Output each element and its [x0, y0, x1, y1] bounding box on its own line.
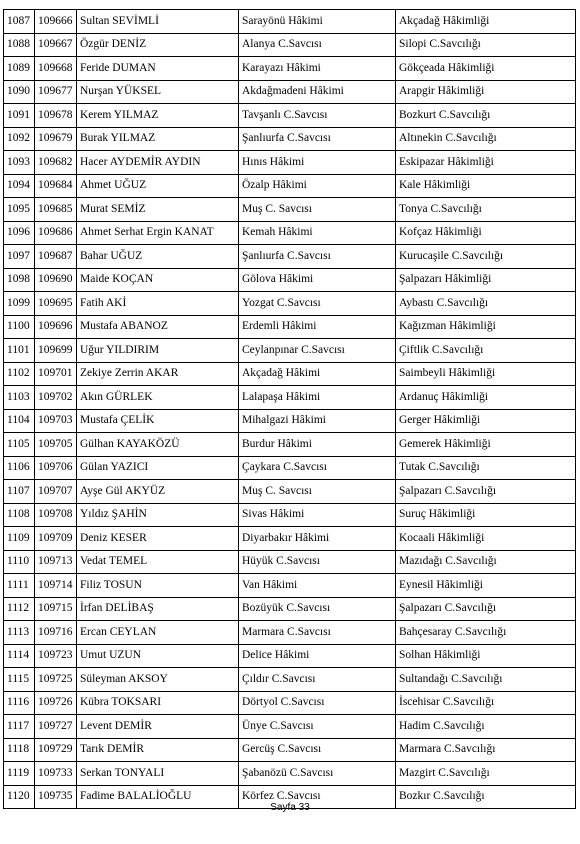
row-number-cell: 1096 — [4, 221, 35, 245]
registry-number-cell: 109727 — [35, 715, 77, 739]
new-post-cell: Marmara C.Savcılığı — [396, 738, 576, 762]
new-post-cell: Bozkır C.Savcılığı — [396, 785, 576, 809]
current-post-cell: Sarayönü Hâkimi — [239, 10, 396, 34]
name-cell: Feride DUMAN — [77, 57, 239, 81]
current-post-cell: Ünye C.Savcısı — [239, 715, 396, 739]
row-number-cell: 1115 — [4, 668, 35, 692]
row-number-cell: 1114 — [4, 644, 35, 668]
name-cell: Ahmet UĞUZ — [77, 174, 239, 198]
row-number-cell: 1097 — [4, 245, 35, 269]
row-number-cell: 1094 — [4, 174, 35, 198]
registry-number-cell: 109706 — [35, 456, 77, 480]
row-number-cell: 1101 — [4, 339, 35, 363]
current-post-cell: Körfez C.Savcısı — [239, 785, 396, 809]
registry-number-cell: 109713 — [35, 550, 77, 574]
new-post-cell: Bozkurt C.Savcılığı — [396, 104, 576, 128]
registry-number-cell: 109723 — [35, 644, 77, 668]
name-cell: Murat SEMİZ — [77, 198, 239, 222]
current-post-cell: Hınıs Hâkimi — [239, 151, 396, 175]
name-cell: Tarık DEMİR — [77, 738, 239, 762]
current-post-cell: Akdağmadeni Hâkimi — [239, 80, 396, 104]
table-row — [4, 80, 576, 104]
row-number-cell: 1119 — [4, 762, 35, 786]
row-number-cell: 1105 — [4, 433, 35, 457]
table-row — [4, 433, 576, 457]
new-post-cell: Şalpazarı Hâkimliği — [396, 268, 576, 292]
table-row — [4, 174, 576, 198]
row-number-cell: 1088 — [4, 33, 35, 57]
name-cell: Gülhan KAYAKÖZÜ — [77, 433, 239, 457]
row-number-cell: 1090 — [4, 80, 35, 104]
new-post-cell: Şalpazarı C.Savcılığı — [396, 480, 576, 504]
current-post-cell: Lalapaşa Hâkimi — [239, 386, 396, 410]
registry-number-cell: 109677 — [35, 80, 77, 104]
name-cell: Kerem YILMAZ — [77, 104, 239, 128]
row-number-cell: 1120 — [4, 785, 35, 809]
current-post-cell: Marmara C.Savcısı — [239, 621, 396, 645]
new-post-cell: Solhan Hâkimliği — [396, 644, 576, 668]
registry-number-cell: 109729 — [35, 738, 77, 762]
new-post-cell: Kağızman Hâkimliği — [396, 315, 576, 339]
new-post-cell: Çiftlik C.Savcılığı — [396, 339, 576, 363]
registry-number-cell: 109678 — [35, 104, 77, 128]
registry-number-cell: 109716 — [35, 621, 77, 645]
new-post-cell: Bahçesaray C.Savcılığı — [396, 621, 576, 645]
registry-number-cell: 109735 — [35, 785, 77, 809]
name-cell: Fatih AKİ — [77, 292, 239, 316]
registry-number-cell: 109687 — [35, 245, 77, 269]
name-cell: Mustafa ÇELİK — [77, 409, 239, 433]
new-post-cell: Şalpazarı C.Savcılığı — [396, 597, 576, 621]
current-post-cell: Alanya C.Savcısı — [239, 33, 396, 57]
table-row — [4, 386, 576, 410]
row-number-cell: 1103 — [4, 386, 35, 410]
row-number-cell: 1111 — [4, 574, 35, 598]
row-number-cell: 1100 — [4, 315, 35, 339]
table-row — [4, 315, 576, 339]
name-cell: İrfan DELİBAŞ — [77, 597, 239, 621]
table-row — [4, 409, 576, 433]
table-row — [4, 33, 576, 57]
row-number-cell: 1102 — [4, 362, 35, 386]
current-post-cell: Ceylanpınar C.Savcısı — [239, 339, 396, 363]
new-post-cell: Hadim C.Savcılığı — [396, 715, 576, 739]
registry-number-cell: 109714 — [35, 574, 77, 598]
registry-number-cell: 109668 — [35, 57, 77, 81]
new-post-cell: Kale Hâkimliği — [396, 174, 576, 198]
current-post-cell: Şabanözü C.Savcısı — [239, 762, 396, 786]
registry-number-cell: 109726 — [35, 691, 77, 715]
table-row — [4, 245, 576, 269]
name-cell: Süleyman AKSOY — [77, 668, 239, 692]
current-post-cell: Hüyük C.Savcısı — [239, 550, 396, 574]
table-row — [4, 10, 576, 34]
name-cell: Kübra TOKSARI — [77, 691, 239, 715]
new-post-cell: Arapgir Hâkimliği — [396, 80, 576, 104]
row-number-cell: 1116 — [4, 691, 35, 715]
new-post-cell: Silopi C.Savcılığı — [396, 33, 576, 57]
name-cell: Nurşan YÜKSEL — [77, 80, 239, 104]
registry-number-cell: 109701 — [35, 362, 77, 386]
row-number-cell: 1089 — [4, 57, 35, 81]
current-post-cell: Diyarbakır Hâkimi — [239, 527, 396, 551]
row-number-cell: 1087 — [4, 10, 35, 34]
current-post-cell: Akçadağ Hâkimi — [239, 362, 396, 386]
registry-number-cell: 109702 — [35, 386, 77, 410]
new-post-cell: Gökçeada Hâkimliği — [396, 57, 576, 81]
table-row — [4, 480, 576, 504]
name-cell: Deniz KESER — [77, 527, 239, 551]
row-number-cell: 1106 — [4, 456, 35, 480]
name-cell: Bahar UĞUZ — [77, 245, 239, 269]
personnel-table — [3, 9, 576, 809]
row-number-cell: 1109 — [4, 527, 35, 551]
current-post-cell: Mihalgazi Hâkimi — [239, 409, 396, 433]
new-post-cell: İscehisar C.Savcılığı — [396, 691, 576, 715]
table-row — [4, 268, 576, 292]
row-number-cell: 1118 — [4, 738, 35, 762]
name-cell: Ayşe Gül AKYÜZ — [77, 480, 239, 504]
table-row — [4, 574, 576, 598]
registry-number-cell: 109725 — [35, 668, 77, 692]
row-number-cell: 1092 — [4, 127, 35, 151]
current-post-cell: Muş C. Savcısı — [239, 198, 396, 222]
table-row — [4, 292, 576, 316]
new-post-cell: Gemerek Hâkimliği — [396, 433, 576, 457]
table-row — [4, 57, 576, 81]
new-post-cell: Mazgirt C.Savcılığı — [396, 762, 576, 786]
table-row — [4, 104, 576, 128]
table-row — [4, 550, 576, 574]
new-post-cell: Suruç Hâkimliği — [396, 503, 576, 527]
name-cell: Gülan YAZICI — [77, 456, 239, 480]
registry-number-cell: 109695 — [35, 292, 77, 316]
table-row — [4, 339, 576, 363]
row-number-cell: 1107 — [4, 480, 35, 504]
registry-number-cell: 109707 — [35, 480, 77, 504]
name-cell: Özgür DENİZ — [77, 33, 239, 57]
table-row — [4, 127, 576, 151]
new-post-cell: Altınekin C.Savcılığı — [396, 127, 576, 151]
new-post-cell: Akçadağ Hâkimliği — [396, 10, 576, 34]
row-number-cell: 1113 — [4, 621, 35, 645]
current-post-cell: Özalp Hâkimi — [239, 174, 396, 198]
name-cell: Filiz TOSUN — [77, 574, 239, 598]
current-post-cell: Çaykara C.Savcısı — [239, 456, 396, 480]
new-post-cell: Eskipazar Hâkimliği — [396, 151, 576, 175]
table-row — [4, 668, 576, 692]
name-cell: Zekiye Zerrin AKAR — [77, 362, 239, 386]
current-post-cell: Gercüş C.Savcısı — [239, 738, 396, 762]
name-cell: Maide KOÇAN — [77, 268, 239, 292]
registry-number-cell: 109686 — [35, 221, 77, 245]
table-row — [4, 621, 576, 645]
name-cell: Levent DEMİR — [77, 715, 239, 739]
new-post-cell: Kofçaz Hâkimliği — [396, 221, 576, 245]
registry-number-cell: 109703 — [35, 409, 77, 433]
registry-number-cell: 109684 — [35, 174, 77, 198]
table-row — [4, 456, 576, 480]
table-row — [4, 762, 576, 786]
registry-number-cell: 109715 — [35, 597, 77, 621]
current-post-cell: Bozüyük C.Savcısı — [239, 597, 396, 621]
name-cell: Sultan SEVİMLİ — [77, 10, 239, 34]
current-post-cell: Erdemli Hâkimi — [239, 315, 396, 339]
registry-number-cell: 109696 — [35, 315, 77, 339]
table-row — [4, 503, 576, 527]
new-post-cell: Saimbeyli Hâkimliği — [396, 362, 576, 386]
row-number-cell: 1108 — [4, 503, 35, 527]
registry-number-cell: 109733 — [35, 762, 77, 786]
row-number-cell: 1099 — [4, 292, 35, 316]
table-row — [4, 151, 576, 175]
registry-number-cell: 109690 — [35, 268, 77, 292]
registry-number-cell: 109699 — [35, 339, 77, 363]
row-number-cell: 1112 — [4, 597, 35, 621]
name-cell: Umut UZUN — [77, 644, 239, 668]
registry-number-cell: 109666 — [35, 10, 77, 34]
current-post-cell: Karayazı Hâkimi — [239, 57, 396, 81]
new-post-cell: Aybastı C.Savcılığı — [396, 292, 576, 316]
name-cell: Mustafa ABANOZ — [77, 315, 239, 339]
name-cell: Burak YILMAZ — [77, 127, 239, 151]
table-row — [4, 738, 576, 762]
table-row — [4, 527, 576, 551]
registry-number-cell: 109667 — [35, 33, 77, 57]
current-post-cell: Yozgat C.Savcısı — [239, 292, 396, 316]
current-post-cell: Gölova Hâkimi — [239, 268, 396, 292]
current-post-cell: Dörtyol C.Savcısı — [239, 691, 396, 715]
table-body — [4, 10, 576, 809]
current-post-cell: Burdur Hâkimi — [239, 433, 396, 457]
new-post-cell: Eynesil Hâkimliği — [396, 574, 576, 598]
name-cell: Akın GÜRLEK — [77, 386, 239, 410]
table-row — [4, 644, 576, 668]
table-row — [4, 221, 576, 245]
name-cell: Serkan TONYALI — [77, 762, 239, 786]
name-cell: Yıldız ŞAHİN — [77, 503, 239, 527]
current-post-cell: Muş C. Savcısı — [239, 480, 396, 504]
current-post-cell: Şanlıurfa C.Savcısı — [239, 245, 396, 269]
current-post-cell: Sivas Hâkimi — [239, 503, 396, 527]
table-row — [4, 362, 576, 386]
row-number-cell: 1091 — [4, 104, 35, 128]
new-post-cell: Tutak C.Savcılığı — [396, 456, 576, 480]
row-number-cell: 1104 — [4, 409, 35, 433]
table-row — [4, 198, 576, 222]
new-post-cell: Kocaali Hâkimliği — [396, 527, 576, 551]
name-cell: Fadime BALALİOĞLU — [77, 785, 239, 809]
current-post-cell: Şanlıurfa C.Savcısı — [239, 127, 396, 151]
current-post-cell: Van Hâkimi — [239, 574, 396, 598]
registry-number-cell: 109682 — [35, 151, 77, 175]
name-cell: Ahmet Serhat Ergin KANAT — [77, 221, 239, 245]
name-cell: Hacer AYDEMİR AYDIN — [77, 151, 239, 175]
current-post-cell: Kemah Hâkimi — [239, 221, 396, 245]
registry-number-cell: 109679 — [35, 127, 77, 151]
registry-number-cell: 109705 — [35, 433, 77, 457]
new-post-cell: Mazıdağı C.Savcılığı — [396, 550, 576, 574]
table-row — [4, 597, 576, 621]
registry-number-cell: 109685 — [35, 198, 77, 222]
registry-number-cell: 109708 — [35, 503, 77, 527]
table-row — [4, 715, 576, 739]
new-post-cell: Gerger Hâkimliği — [396, 409, 576, 433]
new-post-cell: Ardanuç Hâkimliği — [396, 386, 576, 410]
page-number: Sayfa 33 — [270, 802, 310, 813]
name-cell: Ercan CEYLAN — [77, 621, 239, 645]
registry-number-cell: 109709 — [35, 527, 77, 551]
row-number-cell: 1093 — [4, 151, 35, 175]
row-number-cell: 1098 — [4, 268, 35, 292]
current-post-cell: Çıldır C.Savcısı — [239, 668, 396, 692]
current-post-cell: Delice Hâkimi — [239, 644, 396, 668]
row-number-cell: 1117 — [4, 715, 35, 739]
name-cell: Vedat TEMEL — [77, 550, 239, 574]
new-post-cell: Sultandağı C.Savcılığı — [396, 668, 576, 692]
name-cell: Uğur YILDIRIM — [77, 339, 239, 363]
row-number-cell: 1095 — [4, 198, 35, 222]
current-post-cell: Tavşanlı C.Savcısı — [239, 104, 396, 128]
table-row — [4, 691, 576, 715]
new-post-cell: Tonya C.Savcılığı — [396, 198, 576, 222]
row-number-cell: 1110 — [4, 550, 35, 574]
new-post-cell: Kurucaşile C.Savcılığı — [396, 245, 576, 269]
